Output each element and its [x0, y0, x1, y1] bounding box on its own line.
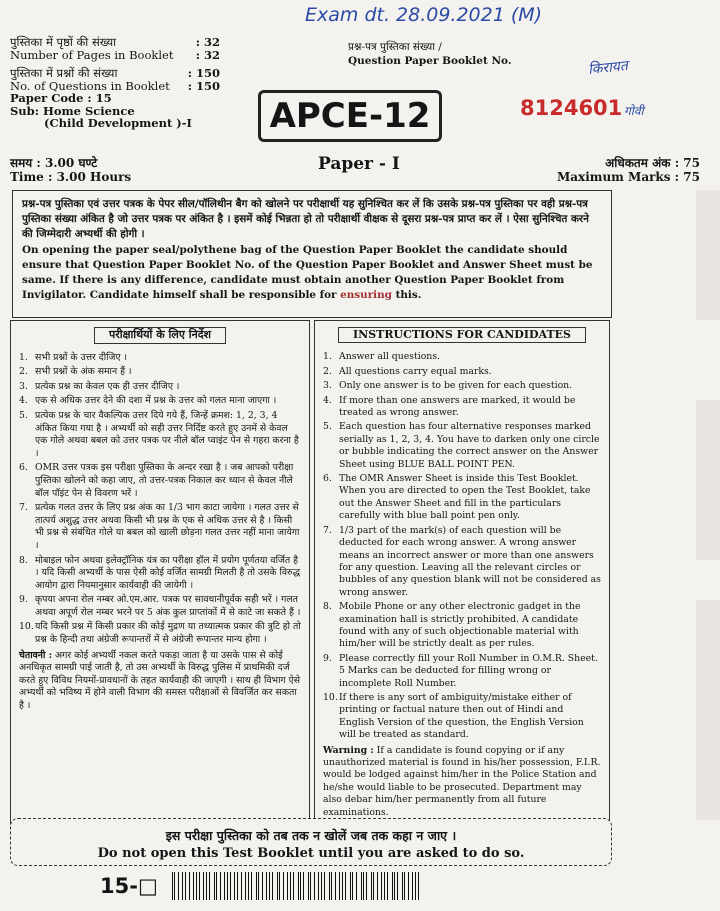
pages-value-hi: : 32	[195, 35, 220, 49]
handwritten-side-mark: गोवी	[624, 104, 644, 118]
barcode-bar	[381, 872, 382, 900]
instruction-text: If more than one answers are marked, it would be treated as wrong answer.	[339, 394, 576, 419]
barcode-bar	[314, 872, 315, 900]
instruction-item	[19, 395, 301, 408]
instruction-text: प्रत्येक प्रश्न का केवल एक ही उत्तर दीजिए ।	[35, 380, 180, 392]
paper-title: Paper - I	[318, 154, 400, 174]
barcode-bar	[418, 872, 419, 900]
scan-shade	[696, 600, 720, 820]
instruction-number: 5.	[323, 421, 332, 433]
instruction-text: सभी प्रश्नों के अंक समान हैं ।	[35, 366, 132, 378]
instruction-text: Only one answer is to be given for each question.	[339, 380, 573, 392]
hindi-warning-text: अगर कोई अभ्यर्थी नकल करते पकड़ा जाता है या उसके पास से कोई अनधिकृत सामग्री पाई जाती है, तो उस अभ्यर्थी के विरुद्ध पुलिस में प्राथमिकी दर्ज करते हुए विविध नियमों-प्रावधानों के तहत कार्यवाही की जाएगी । साथ ही विभाग ऐसे अभ्यर्थी को भविष्य में होने वाली विभाग की समस्त परीक्षाओं से विवर्जित कर सकता है ।	[19, 649, 301, 712]
footer-hi: इस परीक्षा पुस्तिका को तब तक न खोलें जब तक कहा न जाए ।	[165, 828, 457, 843]
instruction-item	[19, 502, 301, 552]
instruction-number: 2.	[323, 365, 332, 377]
instruction-number: 3.	[323, 380, 332, 392]
qpb-label-hi: प्रश्न-पत्र पुस्तिका संख्या /	[348, 41, 442, 53]
barcode-bar	[387, 872, 388, 900]
instruction-item	[323, 692, 601, 742]
instruction-item	[323, 351, 601, 363]
instruction-number: 3.	[19, 380, 28, 392]
do-not-open-notice	[10, 818, 612, 866]
barcode-bar	[277, 872, 278, 900]
english-instructions-title: INSTRUCTIONS FOR CANDIDATES	[338, 327, 586, 343]
time-hi: समय : 3.00 घण्टे	[10, 156, 98, 170]
hindi-instructions-title: परीक्षार्थियों के लिए निर्देश	[94, 327, 226, 344]
instruction-number: 4.	[323, 394, 332, 406]
seal-notice	[12, 190, 612, 318]
hindi-warning-label: चेतावनी :	[19, 649, 53, 661]
instruction-text: Mobile Phone or any other electronic gadget in the examination hall is strictly prohibited. A candidate found with any of such objectionable material with him/her will be strictly dealt as per rules.	[339, 601, 581, 650]
barcode-bar	[185, 872, 186, 900]
instruction-item	[19, 594, 301, 619]
max-marks	[557, 156, 700, 184]
instruction-number: 8.	[323, 601, 332, 613]
instruction-number: 1.	[19, 351, 28, 363]
instruction-number: 6.	[323, 473, 332, 485]
barcode-bar	[324, 872, 325, 900]
english-instructions	[314, 320, 610, 840]
question-paper-booklet-no	[348, 40, 512, 68]
barcode-bar	[397, 872, 398, 900]
footer-en: Do not open this Test Booklet until you are asked to do so.	[97, 846, 525, 861]
instruction-number: 2.	[19, 366, 28, 378]
instruction-item	[323, 421, 601, 471]
instruction-number: 8.	[19, 554, 28, 566]
instruction-text: Each question has four alternative responses marked serially as 1, 2, 3, 4. You have to darken only one circle or bubble indicating the correct answer on the Answer Sheet using BLUE BALL POINT PEN.	[339, 421, 600, 470]
barcode-bar	[220, 872, 221, 900]
notice-en-end: this.	[395, 289, 422, 301]
barcode-bar	[258, 872, 259, 900]
pages-label-hi: पुस्तिका में पृष्ठों की संख्या	[10, 35, 117, 49]
barcode-bar	[193, 872, 194, 900]
exam-code-box	[258, 90, 442, 142]
instruction-item	[323, 653, 601, 690]
instruction-number: 9.	[19, 594, 28, 606]
barcode-bar	[237, 872, 238, 900]
instruction-item	[19, 462, 301, 500]
barcode-bar	[234, 872, 235, 900]
instruction-text: प्रत्येक प्रश्न के चार वैकल्पिक उत्तर दिये गये हैं, जिन्हें क्रमश: 1, 2, 3, 4 अंकित किया गया है । अभ्यर्थी को सही उत्तर निर्दिष्ट करते हुए उनमें से केवल एक गोले अथवा बबल को उत्तर पत्रक पर नीले बॉल प्वाइंट पेन से गहरा करना है ।	[35, 409, 299, 459]
notice-hi: प्रश्न-पत्र पुस्तिका एवं उत्तर पत्रक के पेपर सील/पॉलिथीन बैग को खोलने पर परीक्षार्थी यह सुनिश्चित कर लें कि उसके प्रश्न-पत्र पुस्तिका पर वही प्रश्न-पत्र पुस्तिका संख्या अंकित है जो उत्तर पत्रक पर अंकित है । इसमें कोई भिन्नता हो तो परीक्षार्थी वीक्षक से दूसरा प्रश्न-पत्र प्राप्त कर लें । ऐसा सुनिश्चित करने की जिम्मेदारी अभ्यर्थी की होगी ।	[22, 198, 589, 240]
instruction-number: 9.	[323, 652, 332, 664]
instruction-item	[19, 621, 301, 646]
instruction-item	[19, 366, 301, 379]
subject: Sub: Home Science	[10, 103, 135, 118]
barcode-bar	[283, 872, 284, 900]
instruction-text: कृपया अपना रोल नम्बर ओ.एम.आर. पत्रक पर सावधानीपूर्वक सही भरें । गलत अथवा अपूर्ण रोल नम्बर भरने पर 5 अंक कुल प्राप्तांकों में से काटे जा सकते हैं ।	[35, 594, 301, 618]
exam-time	[10, 156, 131, 184]
instruction-item	[19, 410, 301, 460]
instruction-text: एक से अधिक उत्तर देने की दशा में प्रश्न के उत्तर को गलत माना जाएगा ।	[35, 395, 277, 407]
instruction-item	[323, 473, 601, 523]
booklet-serial-number: 8124601	[520, 96, 623, 120]
instruction-text: मोबाइल फोन अथवा इलेक्ट्रॉनिक यंत्र का परीक्षा हॉल में प्रयोग पूर्णतया वर्जित है । यदि किसी अभ्यर्थी के पास ऐसी कोई वर्जित सामग्री मिलती है तो उसके विरुद्ध आयोग द्वारा नियमानुसार कार्यवाही की जायेगी ।	[35, 554, 301, 591]
barcode-bar	[209, 872, 210, 900]
instruction-text: The OMR Answer Sheet is inside this Test Booklet. When you are directed to open the Test Booklet, take out the Answer Sheet and fill in the particulars carefully with blue ball point pen only.	[339, 473, 591, 522]
questions-value-hi: : 150	[187, 66, 220, 80]
instruction-item	[323, 395, 601, 420]
instruction-number: 10.	[323, 691, 338, 703]
english-warning-text: If a candidate is found copying or if any unauthorized material is found in his/her possession, F.I.R. would be lodged against him/her in the Police Station and he/she would liable to be prosecuted. Department may also debar him/her permanently from all future examinations.	[323, 744, 601, 818]
exam-code: APCE-12	[269, 96, 431, 136]
barcode-bar	[203, 872, 204, 900]
pages-value-en: : 32	[195, 47, 220, 62]
barcode-bar	[366, 872, 367, 900]
barcode-bar	[245, 872, 246, 900]
subject-sub: (Child Development )-I	[44, 116, 192, 130]
instruction-item	[323, 601, 601, 651]
instruction-number: 5.	[19, 409, 28, 421]
barcode-bar	[356, 872, 357, 900]
scan-shade	[696, 400, 720, 560]
instruction-text: If there is any sort of ambiguity/mistake either of printing or factual nature then out of Hindi and English Version of the question, the English Version will be treated as standard.	[339, 691, 584, 741]
paper-code: Paper Code : 15	[10, 91, 112, 105]
marks-en: Maximum Marks : 75	[556, 170, 700, 184]
instruction-item	[19, 352, 301, 365]
barcode-bar	[352, 872, 353, 900]
barcode	[172, 872, 422, 900]
booklet-code: 15-□	[100, 874, 158, 898]
barcode-bar	[293, 872, 294, 900]
instruction-text: Answer all questions.	[339, 351, 441, 363]
time-en: Time : 3.00 Hours	[10, 170, 132, 184]
barcode-bar	[331, 872, 332, 900]
booklet-meta	[10, 36, 220, 130]
pages-label-en: Number of Pages in Booklet	[10, 47, 174, 62]
english-warning-label: Warning :	[323, 744, 374, 756]
instruction-text: 1/3 part of the mark(s) of each question will be deducted for each wrong answer. A wrong answer means an incorrect answer or more than one answers for any question. Leaving all the relevant circles or bubbles of any question blank will not be considered as wrong answer.	[339, 524, 601, 598]
barcode-bar	[174, 872, 175, 900]
handwritten-initials: किरायत	[587, 57, 629, 79]
instruction-text: Please correctly fill your Roll Number in O.M.R. Sheet. 5 Marks can be deducted for filling wrong or incomplete Roll Number.	[339, 652, 598, 689]
instruction-number: 1.	[323, 351, 332, 363]
notice-en-text: On opening the paper seal/polythene bag of the Question Paper Booklet the candidate should ensure that Question Paper Booklet No. of the Question Paper Booklet and Answer Sheet must be same. If there is any difference, candidate must obtain another Question Paper Booklet from Invigilator. Candidate himself shall be responsible for	[22, 244, 593, 301]
questions-value-en: : 150	[187, 78, 220, 93]
english-warning	[323, 745, 601, 819]
instruction-item	[323, 380, 601, 392]
scan-shade	[696, 190, 720, 320]
instruction-number: 10.	[19, 621, 34, 633]
handwritten-exam-date: Exam dt. 28.09.2021 (M)	[305, 4, 543, 26]
instruction-item	[19, 381, 301, 394]
barcode-bar	[266, 872, 267, 900]
questions-label-en: No. of Questions in Booklet	[10, 78, 170, 93]
notice-en	[22, 243, 602, 303]
hindi-warning	[19, 650, 301, 713]
qpb-label-en: Question Paper Booklet No.	[348, 55, 512, 67]
marks-hi: अधिकतम अंक : 75	[605, 156, 700, 170]
instruction-number: 6.	[19, 462, 28, 474]
barcode-bar	[303, 872, 304, 900]
english-instruction-list	[323, 351, 601, 741]
barcode-bar	[408, 872, 409, 900]
instruction-text: यदि किसी प्रश्न में किसी प्रकार की कोई मुद्रण या तथ्यात्मक प्रकार की त्रुटि हो तो प्रश्न के हिन्दी तथा अंग्रेजी रूपान्तरों में से अंग्रेजी रूपान्तर मान्य होगा ।	[35, 621, 301, 646]
instruction-text: प्रत्येक गलत उत्तर के लिए प्रश्न अंक का 1/3 भाग काटा जायेगा । गलत उत्तर से तात्पर्य अशुद्ध उत्तर अथवा किसी भी प्रश्न के एक से अधिक उत्तर से है । किसी भी प्रश्न से संबंधित गोले या बबल को खाली छोड़ना गलत उत्तर नहीं माना जायेगा ।	[35, 502, 300, 551]
instruction-text: All questions carry equal marks.	[339, 365, 492, 377]
instruction-number: 7.	[19, 502, 28, 514]
instruction-text: सभी प्रश्नों के उत्तर दीजिए ।	[35, 351, 128, 363]
hindi-instruction-list	[19, 352, 301, 647]
instruction-number: 7.	[323, 524, 332, 536]
instruction-text: OMR उत्तर पत्रक इस परीक्षा पुस्तिका के अन्दर रखा है । जब आपको परीक्षा पुस्तिका खोलने को कहा जाए, तो उत्तर-पत्रक निकाल कर ध्यान से केवल नीले बॉल पॉइंट पेन से विवरण भरें ।	[35, 462, 294, 499]
instruction-number: 4.	[19, 395, 28, 407]
barcode-bar	[342, 872, 343, 900]
notice-en-highlight: ensuring	[340, 289, 392, 301]
instruction-item	[323, 525, 601, 599]
hindi-instructions	[10, 320, 310, 840]
instruction-item	[19, 555, 301, 593]
instruction-item	[323, 366, 601, 378]
questions-label-hi: पुस्तिका में प्रश्नों की संख्या	[10, 66, 118, 80]
